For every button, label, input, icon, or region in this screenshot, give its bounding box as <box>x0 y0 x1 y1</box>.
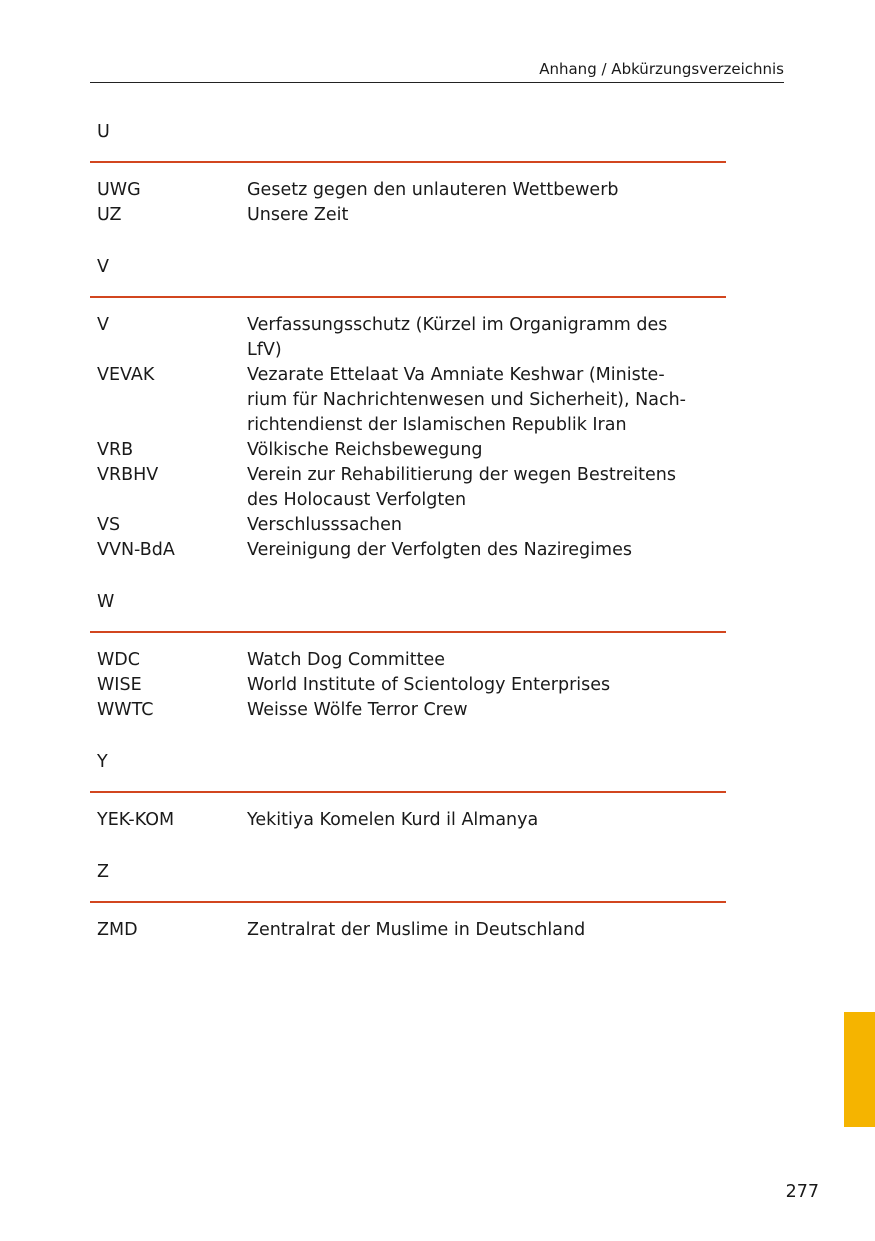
abbreviation: WWTC <box>97 700 154 720</box>
section-v <box>90 253 726 563</box>
description: Vereinigung der Verfolgten des Naziregimes <box>247 540 632 560</box>
section-letter: U <box>90 118 726 163</box>
section-letter: Y <box>90 748 726 793</box>
description: World Institute of Scientology Enterprises <box>247 675 611 695</box>
description: Verein zur Rehabilitierung der wegen Bestreitens des Holocaust Verfolgten <box>247 465 676 510</box>
abbreviation: ZMD <box>97 920 138 940</box>
list-item <box>90 203 726 228</box>
description: Verschlusssachen <box>247 515 403 535</box>
description: Weisse Wölfe Terror Crew <box>247 700 468 720</box>
abbreviation-list <box>90 118 726 943</box>
abbreviation: YEK-KOM <box>97 810 175 830</box>
abbreviation: V <box>97 315 109 335</box>
section-letter: W <box>90 588 726 633</box>
list-item <box>90 178 726 203</box>
description: Völkische Reichsbewegung <box>247 440 483 460</box>
list-item <box>90 313 726 363</box>
description: Yekitiya Komelen Kurd il Almanya <box>247 810 539 830</box>
description: Unsere Zeit <box>247 205 349 225</box>
description: Gesetz gegen den unlauteren Wettbewerb <box>247 180 619 200</box>
description: Vezarate Ettelaat Va Amniate Keshwar (Ministe- rium für Nachrichtenwesen und Sicherheit), Nach- richtendienst der Islamischen Republik Iran <box>247 365 686 435</box>
list-item <box>90 918 726 943</box>
list-item <box>90 463 726 513</box>
abbreviation: VRB <box>97 440 134 460</box>
section-u <box>90 118 726 228</box>
description: Watch Dog Committee <box>247 650 446 670</box>
abbreviation: WISE <box>97 675 142 695</box>
list-item <box>90 513 726 538</box>
list-item <box>90 363 726 438</box>
abbreviation: WDC <box>97 650 140 670</box>
section-y <box>90 748 726 833</box>
section-w <box>90 588 726 723</box>
section-z <box>90 858 726 943</box>
description: Zentralrat der Muslime in Deutschland <box>247 920 586 940</box>
abbreviation: VEVAK <box>97 365 155 385</box>
list-item <box>90 538 726 563</box>
list-item <box>90 648 726 673</box>
section-letter: V <box>90 253 726 298</box>
abbreviation: VRBHV <box>97 465 159 485</box>
chapter-thumb-tab <box>844 1012 875 1127</box>
description: Verfassungsschutz (Kürzel im Organigramm des LfV) <box>247 315 668 360</box>
list-item <box>90 808 726 833</box>
running-header <box>90 58 784 83</box>
section-letter: Z <box>90 858 726 903</box>
list-item <box>90 673 726 698</box>
list-item <box>90 698 726 723</box>
page-number: 277 <box>785 1182 819 1202</box>
abbreviation: UZ <box>97 205 122 225</box>
abbreviation: UWG <box>97 180 141 200</box>
abbreviation: VS <box>97 515 121 535</box>
list-item <box>90 438 726 463</box>
abbreviation: VVN-BdA <box>97 540 175 560</box>
running-title: Anhang / Abkürzungsverzeichnis <box>539 60 784 78</box>
